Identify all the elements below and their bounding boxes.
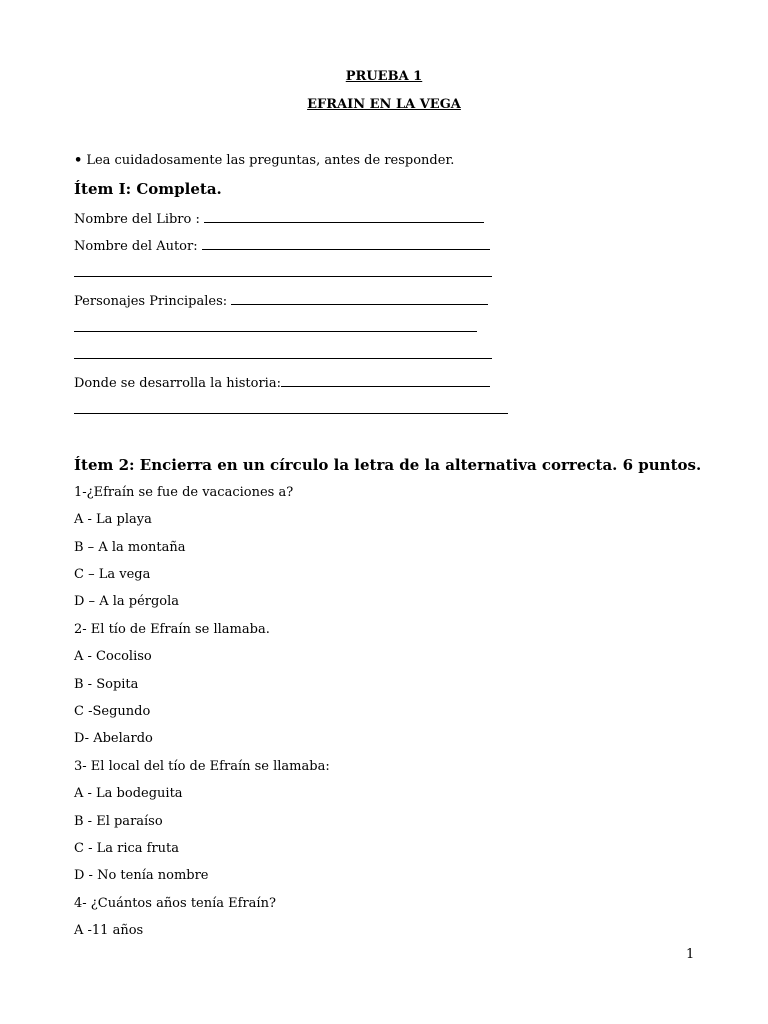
setting-blank[interactable] bbox=[281, 373, 490, 387]
author-label: Nombre del Autor: bbox=[74, 239, 198, 254]
q2-option-d[interactable]: D- Abelardo bbox=[74, 731, 153, 746]
setting-label: Donde se desarrolla la historia: bbox=[74, 376, 281, 391]
question-4: 4- ¿Cuántos años tenía Efraín? bbox=[74, 896, 276, 911]
characters-blank[interactable] bbox=[231, 291, 488, 305]
q4-option-a[interactable]: A -11 años bbox=[74, 923, 144, 938]
question-2: 2- El tío de Efraín se llamaba. bbox=[74, 622, 270, 637]
characters-blank-line-3[interactable] bbox=[74, 358, 492, 359]
bullet-icon: • bbox=[74, 153, 83, 168]
q1-option-c[interactable]: C – La vega bbox=[74, 567, 151, 582]
author-blank-continuation[interactable] bbox=[74, 276, 492, 277]
setting-blank-continuation[interactable] bbox=[74, 413, 508, 414]
setting-field bbox=[74, 373, 490, 391]
q2-option-c[interactable]: C -Segundo bbox=[74, 704, 151, 719]
page-subtitle: EFRAIN EN LA VEGA bbox=[307, 97, 461, 112]
question-1: 1-¿Efraín se fue de vacaciones a? bbox=[74, 485, 294, 500]
q2-option-b[interactable]: B - Sopita bbox=[74, 677, 139, 692]
book-field bbox=[74, 209, 484, 227]
author-field bbox=[74, 236, 490, 254]
q3-option-c[interactable]: C - La rica fruta bbox=[74, 841, 180, 856]
q1-option-a[interactable]: A - La playa bbox=[74, 512, 152, 527]
q3-option-a[interactable]: A - La bodeguita bbox=[74, 786, 183, 801]
instruction bbox=[74, 153, 454, 168]
author-blank[interactable] bbox=[202, 236, 490, 250]
q3-option-d[interactable]: D - No tenía nombre bbox=[74, 868, 209, 883]
question-3: 3- El local del tío de Efraín se llamaba: bbox=[74, 759, 330, 774]
characters-label: Personajes Principales: bbox=[74, 294, 228, 309]
q2-option-a[interactable]: A - Cocoliso bbox=[74, 649, 152, 664]
item2-heading: Ítem 2: Encierra en un círculo la letra de la alternativa correcta. 6 puntos. bbox=[74, 456, 702, 474]
q1-option-d[interactable]: D – A la pérgola bbox=[74, 594, 180, 609]
characters-blank-line-2[interactable] bbox=[74, 331, 477, 332]
characters-field bbox=[74, 291, 488, 309]
book-label: Nombre del Libro : bbox=[74, 212, 200, 227]
instruction-text: Lea cuidadosamente las preguntas, antes de responder. bbox=[86, 153, 455, 168]
page-title: PRUEBA 1 bbox=[345, 69, 423, 84]
q1-option-b[interactable]: B – A la montaña bbox=[74, 540, 186, 555]
item1-heading: Ítem I: Completa. bbox=[74, 180, 222, 198]
book-blank[interactable] bbox=[204, 209, 484, 223]
page-number: 1 bbox=[686, 947, 695, 962]
q3-option-b[interactable]: B - El paraíso bbox=[74, 814, 163, 829]
